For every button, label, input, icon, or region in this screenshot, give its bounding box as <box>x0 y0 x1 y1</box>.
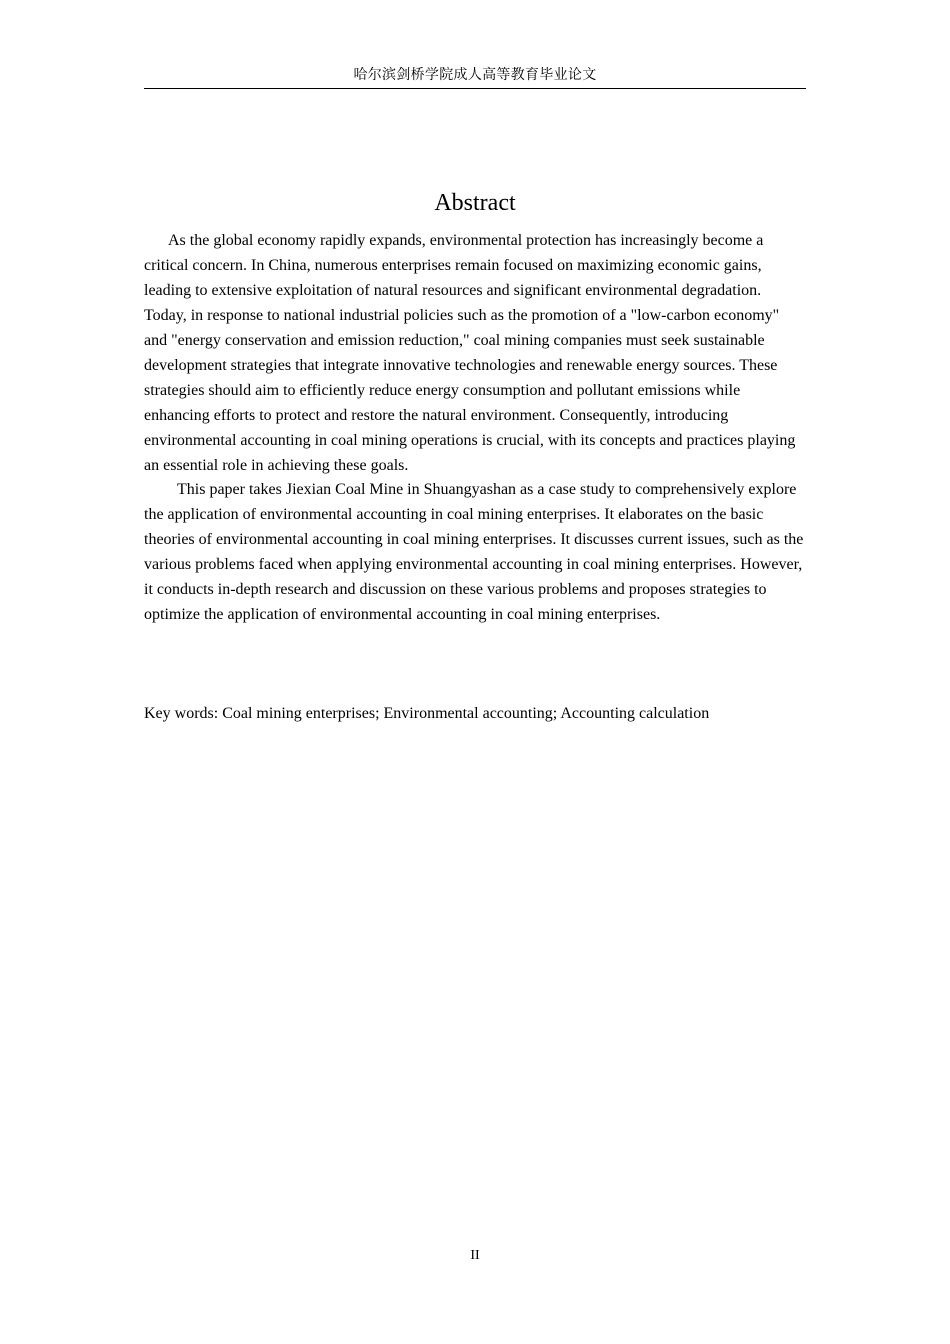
abstract-paragraph-2: This paper takes Jiexian Coal Mine in Shuangyashan as a case study to comprehensively explore the application of environmental accounting in coal mining enterprises. It elaborates on the basic theories of environmental accounting in coal mining enterprises. It discusses current issues, such as the various problems faced when applying environmental accounting in coal mining enterprises. However, it conducts in-depth research and discussion on these various problems and proposes strategies to optimize the application of environmental accounting in coal mining enterprises. <box>144 481 804 623</box>
page-number: II <box>470 1248 480 1263</box>
keywords-line: Key words: Coal mining enterprises; Environmental accounting; Accounting calculation <box>144 705 710 722</box>
abstract-title: Abstract <box>434 190 516 216</box>
header-rule <box>144 88 806 89</box>
abstract-paragraph-1: As the global economy rapidly expands, environmental protection has increasingly become a critical concern. In China, numerous enterprises remain focused on maximizing economic gains, leading to extensive exploitation of natural resources and significant environmental degradation. Today, in response to national industrial policies such as the promotion of a "low-carbon economy" and "energy conservation and emission reduction," coal mining companies must seek sustainable development strategies that integrate innovative technologies and renewable energy sources. These strategies should aim to efficiently reduce energy consumption and pollutant emissions while enhancing efforts to protect and restore the natural environment. Consequently, introducing environmental accounting in coal mining operations is crucial, with its concepts and practices playing an essential role in achieving these goals. <box>144 232 796 474</box>
running-header: 哈尔滨剑桥学院成人高等教育毕业论文 <box>353 67 597 83</box>
